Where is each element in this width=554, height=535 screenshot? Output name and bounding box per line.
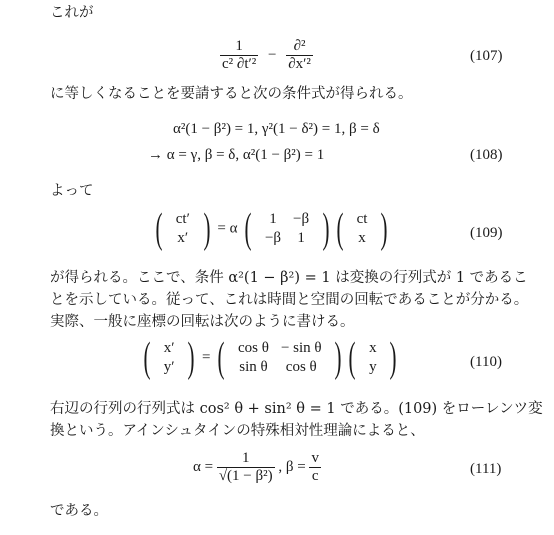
eq110-m01: − sin θ <box>280 340 322 356</box>
equation-number-108: (108) <box>470 147 503 163</box>
eq110-m00: cos θ <box>238 340 269 356</box>
eq110-rhs-1: y <box>369 359 377 375</box>
eq107-minus: − <box>268 46 277 63</box>
equation-107 <box>220 38 313 73</box>
paragraph-condition: に等しくなることを要請すると次の条件式が得られる。 <box>50 86 413 102</box>
eq111-beta-denominator: c <box>311 468 319 484</box>
equation-109: ( ct′ x′ ) = α ( 1 −β −β 1 ) ( ct x ) <box>155 206 388 252</box>
equation-111 <box>193 450 321 485</box>
eq109-m01: −β <box>293 211 310 227</box>
eq111-alpha-denominator: √(1 − β²) <box>218 468 273 484</box>
eq107-second-denominator: ∂x′² <box>288 56 311 72</box>
eq107-second-numerator: ∂² <box>286 38 313 56</box>
equation-number-107: (107) <box>470 48 503 64</box>
eq111-alpha-numerator: 1 <box>217 450 275 468</box>
paragraph-therefore: よって <box>50 183 94 199</box>
eq109-lhs-0: ct′ <box>175 211 190 227</box>
eq110-m11: cos θ <box>285 359 317 375</box>
equation-110: ( x′ y′ ) = ( cos θ − sin θ sin θ cos θ ) ( x y ) <box>143 335 397 381</box>
paragraph-intro: これが <box>50 5 94 21</box>
paragraph-determinant-line1: が得られる。ここで、条件 α²(1 − β²) = 1 は変換の行列式が 1 であるこ <box>50 270 528 286</box>
eq109-rhs-0: ct <box>356 211 368 227</box>
eq110-lhs-vector <box>158 339 181 377</box>
eq109-rhs-1: x <box>358 230 366 246</box>
eq109-matrix <box>259 210 315 248</box>
paragraph-determinant-line3: 実際、一般に座標の回転は次のように書ける。 <box>50 314 355 330</box>
eq111-beta-numerator: v <box>311 450 319 466</box>
eq107-coef-numerator: 1 <box>220 38 258 56</box>
eq111-alpha: α = <box>193 458 214 475</box>
paragraph-lorentz-line2: 換という。アインシュタインの特殊相対性理論によると、 <box>50 423 425 439</box>
equation-number-110: (110) <box>470 354 502 370</box>
eq107-coef-denominator: c² ∂t′² <box>222 56 257 72</box>
eq110-rhs-vector <box>363 339 383 377</box>
eq109-rhs-vector <box>351 210 374 248</box>
eq110-lhs-0: x′ <box>163 340 175 356</box>
eq109-m11: 1 <box>297 230 305 246</box>
equation-number-109: (109) <box>470 225 503 241</box>
eq110-m10: sin θ <box>239 359 268 375</box>
eq110-equals: = <box>202 349 211 366</box>
eq109-lhs-vector <box>170 210 196 248</box>
equation-108-line1: α²(1 − β²) = 1, γ²(1 − δ²) = 1, β = δ <box>173 121 380 137</box>
eq109-m00: 1 <box>269 211 277 227</box>
eq110-matrix <box>232 339 328 377</box>
eq109-lhs-1: x′ <box>177 230 189 246</box>
eq109-m10: −β <box>264 230 282 246</box>
eq110-rhs-0: x <box>369 340 377 356</box>
paragraph-closing: である。 <box>50 503 108 519</box>
eq110-lhs-1: y′ <box>163 359 175 375</box>
equation-108-line2: → α = γ, β = δ, α²(1 − β²) = 1 <box>148 147 325 163</box>
equation-number-111: (111) <box>470 461 502 477</box>
eq111-beta: , β = <box>278 458 306 475</box>
paragraph-determinant-line2: とを示している。従って、これは時間と空間の回転であることが分かる。 <box>50 292 529 308</box>
eq109-equals-alpha: = α <box>217 220 238 237</box>
paragraph-lorentz-line1: 右辺の行列の行列式は cos² θ + sin² θ = 1 である。(109) をローレンツ変 <box>50 401 543 417</box>
